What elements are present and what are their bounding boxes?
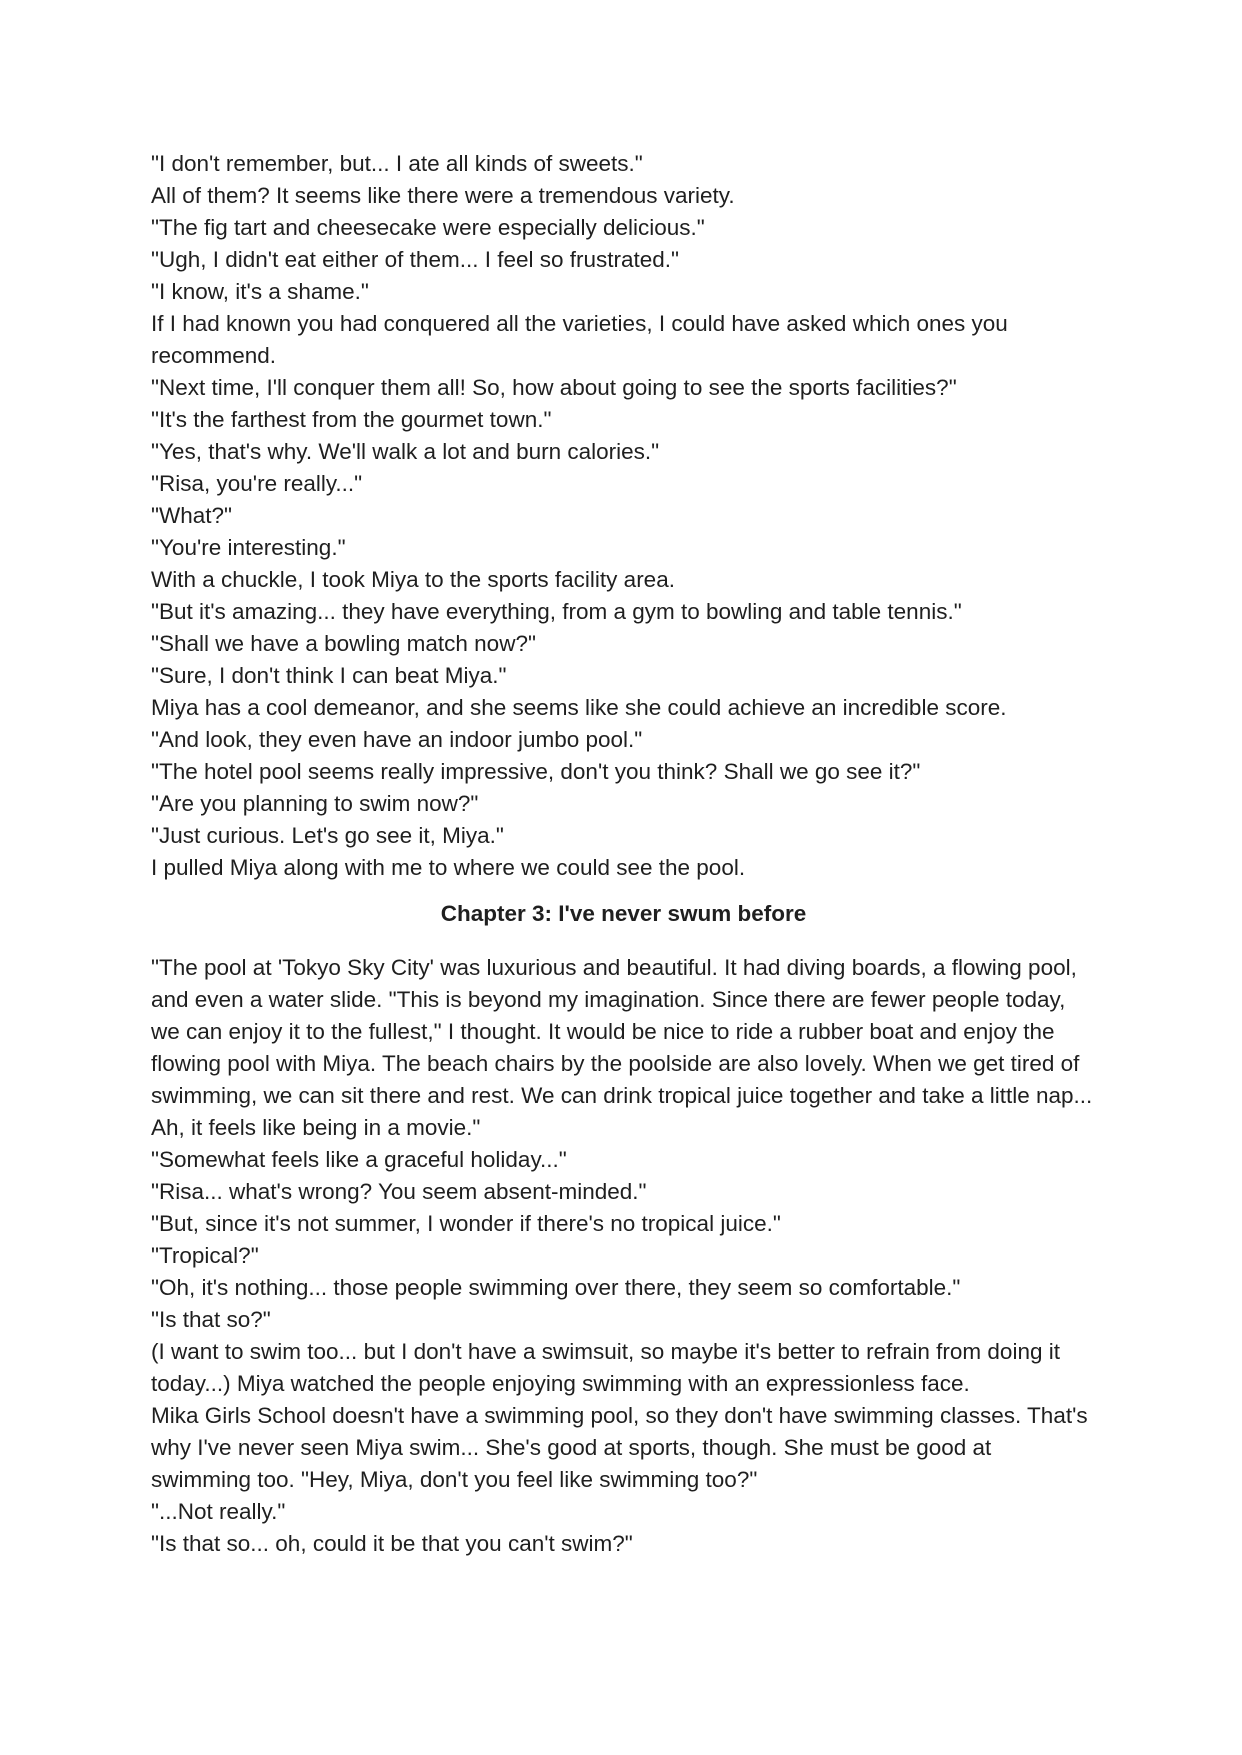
paragraph: (I want to swim too... but I don't have a swimsuit, so maybe it's better to refrain from doing it today...) Miya watched the people enjoying swimming with an expressionless face. [151,1339,1060,1396]
paragraph: "Risa... what's wrong? You seem absent-minded." [151,1179,647,1204]
paragraph: "Somewhat feels like a graceful holiday..." [151,1147,567,1172]
paragraph: I pulled Miya along with me to where we could see the pool. [151,855,746,880]
paragraph: All of them? It seems like there were a tremendous variety. [151,183,735,208]
paragraph: "I know, it's a shame." [151,279,369,304]
paragraph: "It's the farthest from the gourmet town." [151,407,552,432]
paragraph: "I don't remember, but... I ate all kinds of sweets." [151,151,643,176]
section-1 [151,148,1096,884]
paragraph: "Risa, you're really..." [151,471,363,496]
paragraph: "What?" [151,503,233,528]
section-2 [151,952,1096,1560]
paragraph: "The hotel pool seems really impressive, don't you think? Shall we go see it?" [151,759,921,784]
paragraph: Miya has a cool demeanor, and she seems like she could achieve an incredible score. [151,695,1007,720]
paragraph: "Yes, that's why. We'll walk a lot and burn calories." [151,439,660,464]
paragraph: "Just curious. Let's go see it, Miya." [151,823,504,848]
paragraph: "Is that so... oh, could it be that you can't swim?" [151,1531,633,1556]
paragraph: "Tropical?" [151,1243,259,1268]
chapter-title: Chapter 3: I've never swum before [440,901,807,926]
paragraph: "...Not really." [151,1499,286,1524]
paragraph: "Ugh, I didn't eat either of them... I feel so frustrated." [151,247,680,272]
paragraph: If I had known you had conquered all the varieties, I could have asked which ones you recommend. [151,311,1008,368]
paragraph: "Shall we have a bowling match now?" [151,631,536,656]
paragraph: "The pool at 'Tokyo Sky City' was luxurious and beautiful. It had diving boards, a flowing pool, and even a water slide. "This is beyond my imagination. Since there are fewer people today, we can enjoy it to the fullest," I thought. It would be nice to ride a rubber boat and enjoy the flowing pool with Miya. The beach chairs by the poolside are also lovely. When we get tired of swimming, we can sit there and rest. We can drink tropical juice together and take a little nap... Ah, it feels like being in a movie." [151,955,1093,1140]
paragraph: "But, since it's not summer, I wonder if there's no tropical juice." [151,1211,781,1236]
paragraph: "The fig tart and cheesecake were especially delicious." [151,215,705,240]
paragraph: "Oh, it's nothing... those people swimming over there, they seem so comfortable." [151,1275,961,1300]
paragraph: "You're interesting." [151,535,346,560]
paragraph: "Are you planning to swim now?" [151,791,479,816]
paragraph: "Is that so?" [151,1307,271,1332]
paragraph: With a chuckle, I took Miya to the sports facility area. [151,567,675,592]
paragraph: "And look, they even have an indoor jumbo pool." [151,727,643,752]
document-page [151,148,1096,1560]
paragraph: "Next time, I'll conquer them all! So, how about going to see the sports facilities?" [151,375,957,400]
paragraph: "Sure, I don't think I can beat Miya." [151,663,507,688]
paragraph: "But it's amazing... they have everything, from a gym to bowling and table tennis." [151,599,962,624]
paragraph: Mika Girls School doesn't have a swimming pool, so they don't have swimming classes. That's why I've never seen Miya swim... She's good at sports, though. She must be good at swimming too. "Hey, Miya, don't you feel like swimming too?" [151,1403,1088,1492]
